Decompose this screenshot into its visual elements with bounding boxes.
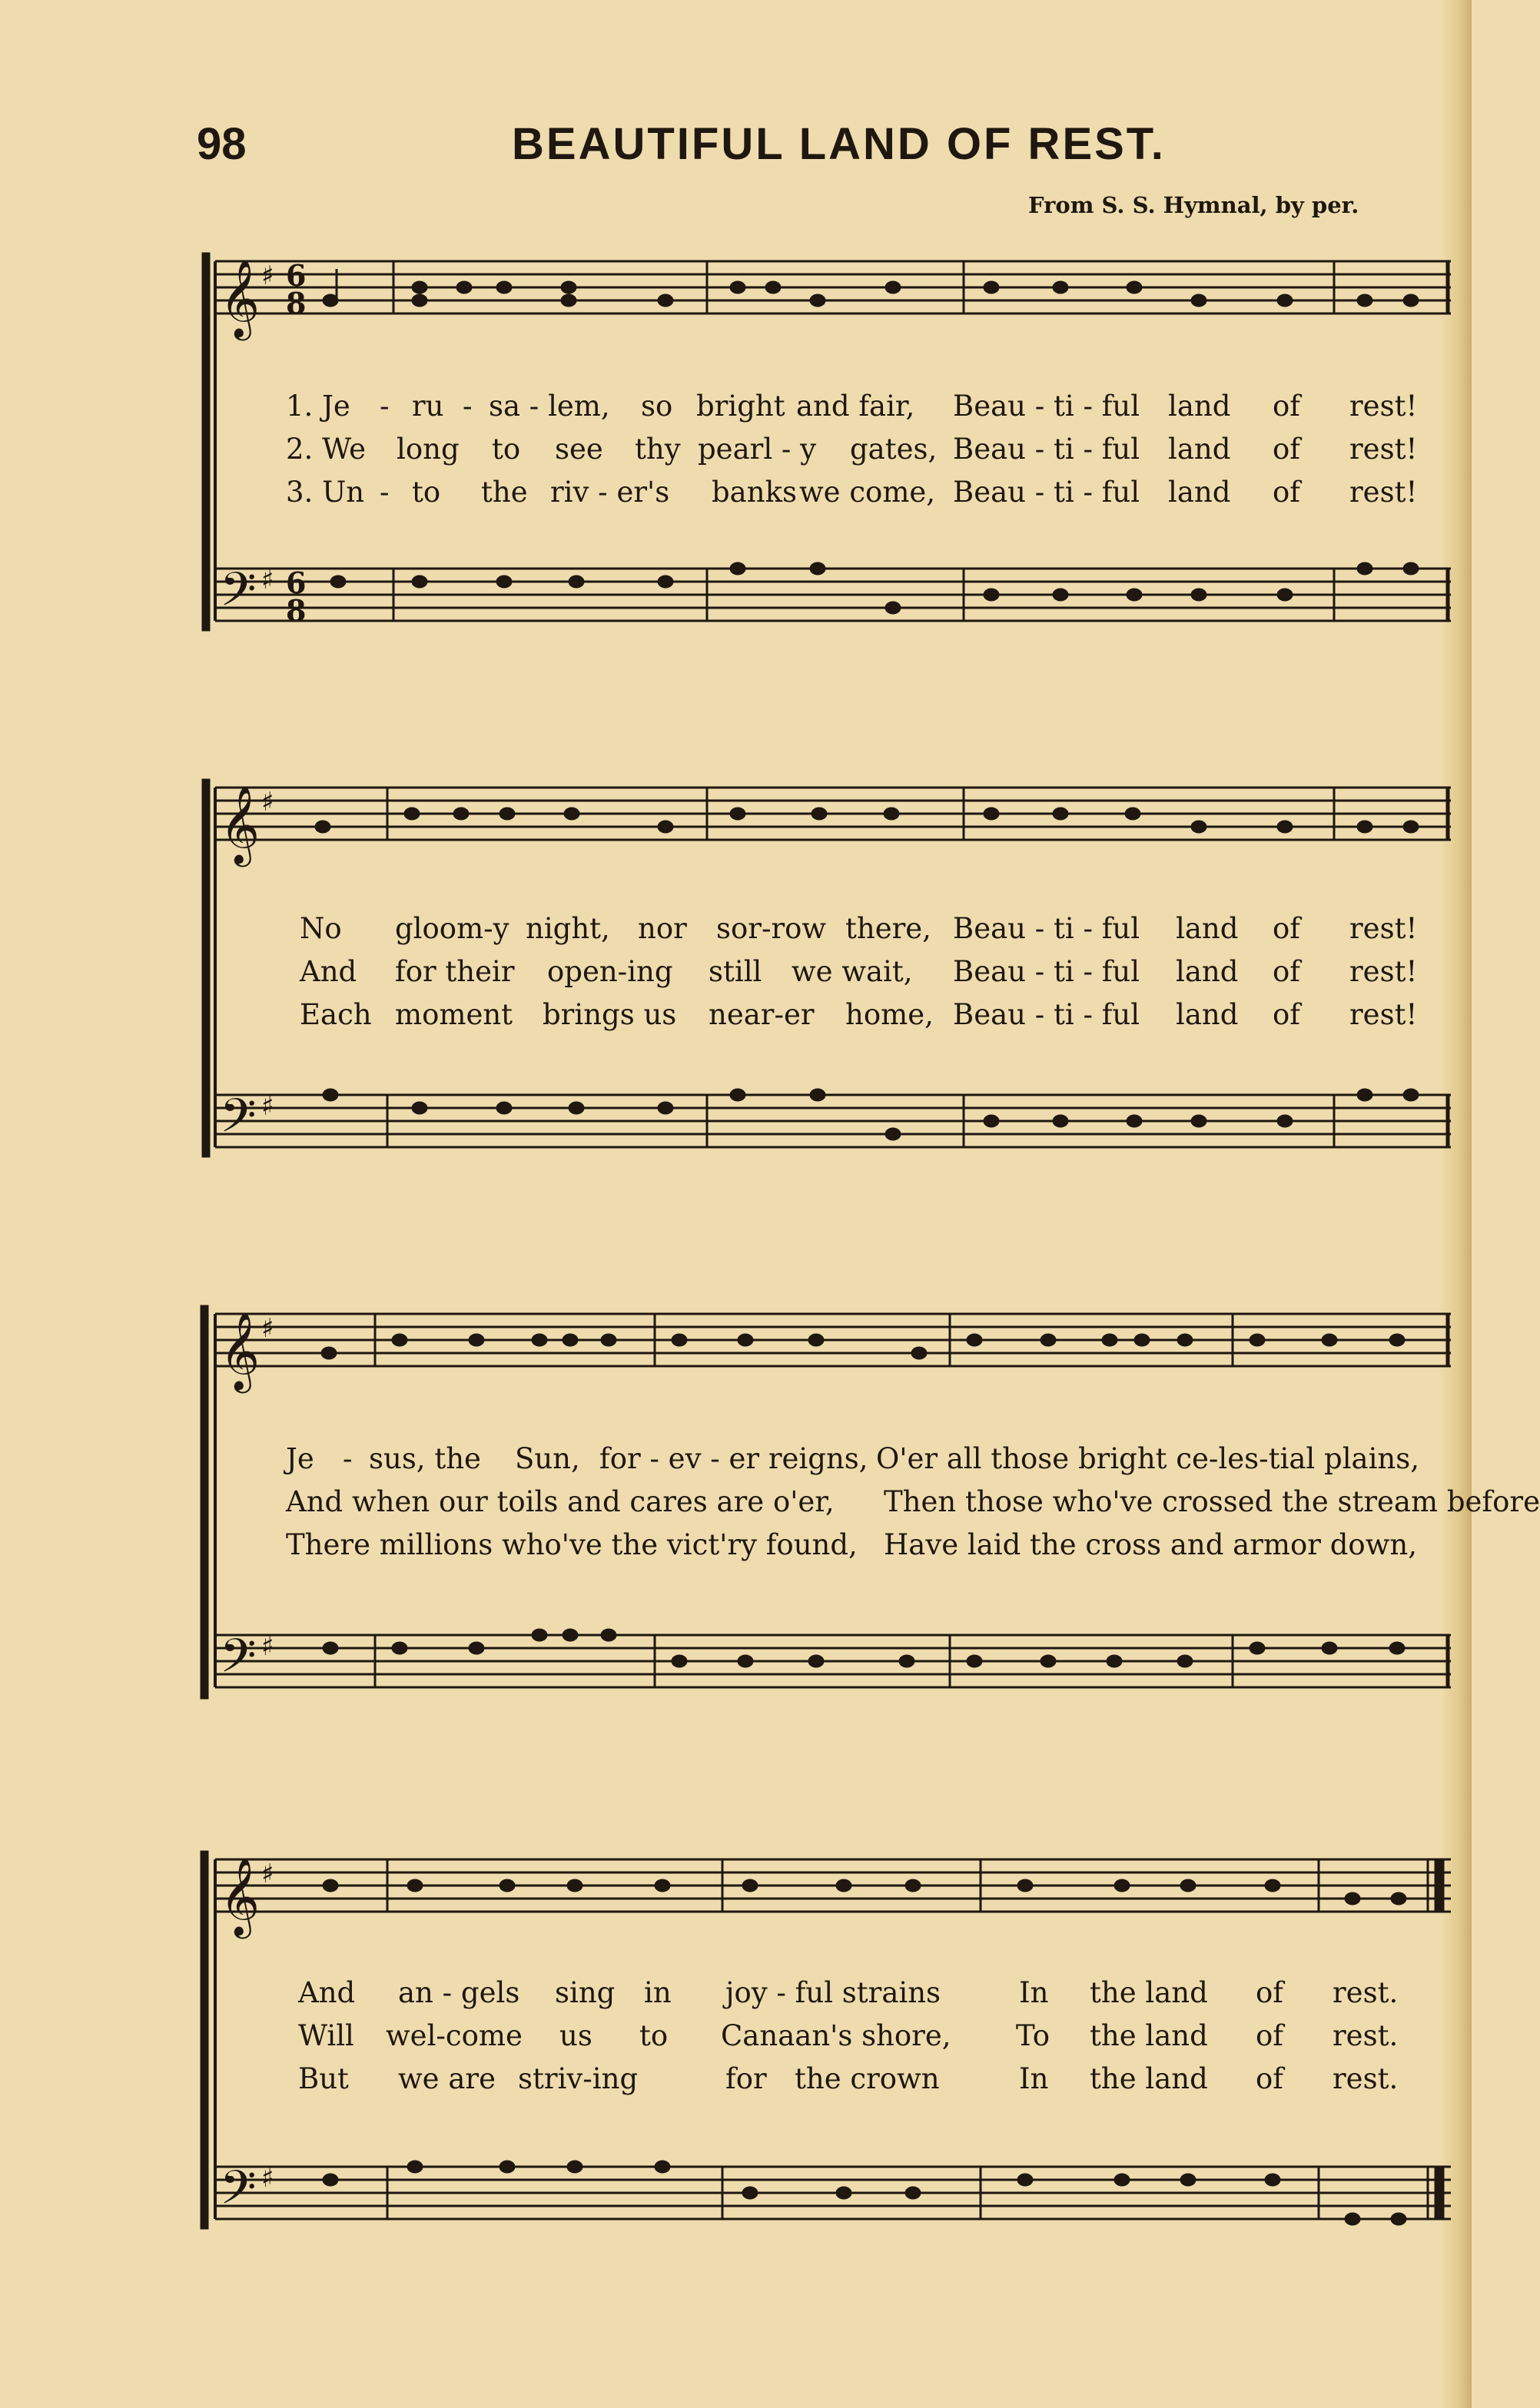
lyric-syllable: of — [1273, 433, 1300, 466]
treble-clef-icon: 𝄞 — [220, 784, 261, 864]
lyric-syllable: of — [1273, 955, 1300, 988]
lyric-syllable: brings us — [543, 998, 677, 1031]
source-credit: From S. S. Hymnal, by per. — [1028, 192, 1359, 218]
lyric-syllable: Beau - ti - ful — [953, 476, 1140, 509]
lyric-line — [0, 2061, 1472, 2098]
lyric-syllable: - — [463, 390, 473, 423]
lyric-line — [0, 910, 1472, 947]
treble-staff-lines — [215, 261, 1451, 313]
svg-text:8: 8 — [286, 593, 307, 628]
lyric-syllable: of — [1273, 998, 1300, 1031]
sharp-icon: ♯ — [261, 1313, 274, 1344]
lyric-line — [0, 954, 1472, 990]
lyric-syllable: long — [397, 433, 460, 466]
lyric-line — [0, 388, 1472, 425]
sharp-icon: ♯ — [261, 1091, 274, 1122]
lyric-syllable: Beau - ti - ful — [953, 912, 1140, 945]
lyric-syllable: still — [709, 955, 762, 988]
lyric-syllable: an - gels — [398, 1976, 520, 2009]
lyric-syllable: striv-ing — [518, 2062, 639, 2095]
lyric-syllable: rest! — [1349, 390, 1418, 423]
lyric-syllable: pearl - y — [698, 433, 817, 466]
hymn-title: BEAUTIFUL LAND OF REST. — [512, 119, 1166, 169]
lyric-syllable: to — [492, 433, 521, 466]
lyric-syllable: land — [1168, 390, 1231, 423]
lyric-syllable: Beau - ti - ful — [953, 433, 1140, 466]
lyric-syllable: 1. Je — [286, 390, 350, 423]
lyric-syllable: home, — [845, 998, 934, 1031]
lyric-line — [0, 431, 1472, 468]
bass-staff-lines — [215, 569, 1451, 621]
lyric-syllable: night, — [526, 912, 610, 945]
lyric-syllable: land — [1176, 998, 1239, 1031]
lyric-syllable: land — [1168, 433, 1231, 466]
page-number: 98 — [197, 119, 247, 169]
lyric-syllable: Beau - ti - ful — [953, 998, 1140, 1031]
lyric-line — [0, 2018, 1472, 2055]
lyric-syllable: In — [1019, 1976, 1049, 2009]
treble-clef-icon: 𝄞 — [220, 1856, 261, 1935]
lyric-syllable: the — [481, 476, 528, 509]
bass-clef-icon: 𝄢 — [220, 1629, 257, 1695]
lyric-syllable: for - ev - er reigns, — [599, 1442, 868, 1475]
lyric-line — [0, 1527, 1472, 1564]
lyric-syllable: wel-come — [386, 2019, 523, 2052]
lyric-syllable: banks — [712, 476, 797, 509]
lyric-syllable: thy — [635, 433, 681, 466]
lyric-syllable: And when our toils and cares are o'er, — [286, 1485, 835, 1518]
lyric-syllable: near-er — [709, 998, 815, 1031]
lyric-syllable: for their — [395, 955, 515, 988]
lyric-syllable: we come, — [799, 476, 936, 509]
svg-text:6: 6 — [286, 258, 307, 293]
lyric-syllable: Have laid the cross and armor down, — [884, 1528, 1417, 1561]
lyric-syllable: in — [644, 1976, 672, 2009]
sharp-icon: ♯ — [261, 787, 274, 818]
lyric-syllable: Beau - ti - ful — [953, 955, 1140, 988]
lyric-line — [0, 1441, 1472, 1478]
bass-clef-icon: 𝄢 — [220, 2161, 257, 2227]
lyric-syllable: - — [343, 1442, 353, 1475]
lyric-syllable: to — [412, 476, 441, 509]
lyric-syllable: so — [641, 390, 673, 423]
lyric-syllable: There millions who've the vict'ry found, — [286, 1528, 858, 1561]
lyric-syllable: Canaan's shore, — [721, 2019, 951, 2052]
lyric-syllable: To — [1016, 2019, 1050, 2052]
lyric-syllable: 3. Un — [286, 476, 365, 509]
lyric-syllable: - — [380, 390, 390, 423]
lyric-syllable: for — [725, 2062, 767, 2095]
lyric-syllable: And — [298, 1976, 356, 2009]
lyric-syllable: sor-row — [716, 912, 827, 945]
lyric-syllable: rest! — [1349, 476, 1418, 509]
lyric-syllable: and fair, — [796, 390, 915, 423]
svg-text:6: 6 — [286, 566, 307, 600]
lyric-syllable: land — [1168, 476, 1231, 509]
lyric-syllable: riv - er's — [550, 476, 670, 509]
bass-clef-icon: 𝄢 — [220, 1089, 257, 1155]
lyric-syllable: Then those who've crossed the stream before — [884, 1485, 1540, 1518]
lyric-syllable: the crown — [795, 2062, 940, 2095]
sharp-icon: ♯ — [261, 1859, 274, 1889]
lyric-syllable: of — [1273, 390, 1300, 423]
lyric-syllable: to — [639, 2019, 669, 2052]
lyric-syllable: joy - ful strains — [725, 1976, 941, 2009]
lyric-syllable: the land — [1090, 2062, 1208, 2095]
lyric-syllable: we wait, — [792, 955, 913, 988]
lyric-syllable: And — [300, 955, 357, 988]
lyric-syllable: gloom-y — [395, 912, 509, 945]
lyric-syllable: 2. We — [286, 433, 366, 466]
lyric-syllable: rest. — [1333, 2019, 1399, 2052]
lyric-syllable: rest! — [1349, 433, 1418, 466]
lyric-line — [0, 1975, 1472, 2012]
treble-clef-icon: 𝄞 — [220, 1311, 261, 1390]
lyric-syllable: of — [1256, 2062, 1283, 2095]
lyric-syllable: In — [1019, 2062, 1049, 2095]
lyric-syllable: rest. — [1333, 1976, 1399, 2009]
lyric-syllable: rest! — [1349, 912, 1418, 945]
lyric-syllable: Je — [286, 1442, 314, 1475]
lyric-syllable: But — [298, 2062, 349, 2095]
lyric-syllable: land — [1176, 955, 1239, 988]
sharp-icon: ♯ — [261, 260, 274, 291]
lyric-syllable: of — [1256, 1976, 1283, 2009]
lyric-syllable: No — [300, 912, 342, 945]
treble-clef-icon: 𝄞 — [220, 258, 261, 337]
lyric-syllable: Will — [298, 2019, 354, 2052]
lyric-syllable: rest! — [1349, 955, 1418, 988]
lyric-syllable: we are — [398, 2062, 496, 2095]
lyric-syllable: there, — [845, 912, 931, 945]
lyric-line — [0, 997, 1472, 1033]
lyric-syllable: Each — [300, 998, 372, 1031]
lyric-syllable: Beau - ti - ful — [953, 390, 1140, 423]
lyric-syllable: of — [1256, 2019, 1283, 2052]
lyric-syllable: open-ing — [547, 955, 673, 988]
page-header — [0, 108, 1472, 177]
lyric-syllable: sa - lem, — [489, 390, 610, 423]
lyric-syllable: rest. — [1333, 2062, 1399, 2095]
lyric-syllable: O'er all those bright ce-les-tial plains, — [876, 1442, 1419, 1475]
lyric-syllable: - — [380, 476, 390, 509]
lyric-syllable: us — [559, 2019, 592, 2052]
svg-text:8: 8 — [286, 286, 307, 320]
lyric-syllable: sus, the — [369, 1442, 481, 1475]
lyric-syllable: Sun, — [515, 1442, 580, 1475]
lyric-line — [0, 1484, 1540, 1521]
lyric-syllable: ru — [412, 390, 444, 423]
sharp-icon: ♯ — [261, 2163, 274, 2194]
lyric-syllable: sing — [555, 1976, 616, 2009]
lyric-syllable: gates, — [850, 433, 938, 466]
lyric-syllable: of — [1273, 476, 1300, 509]
lyric-syllable: bright — [696, 390, 785, 423]
sharp-icon: ♯ — [261, 565, 274, 595]
lyric-syllable: rest! — [1349, 998, 1418, 1031]
lyric-syllable: land — [1176, 912, 1239, 945]
lyric-syllable: the land — [1090, 1976, 1208, 2009]
lyric-syllable: moment — [395, 998, 513, 1031]
lyric-syllable: of — [1273, 912, 1300, 945]
lyric-syllable: see — [555, 433, 603, 466]
bass-clef-icon: 𝄢 — [220, 562, 257, 629]
lyric-line — [0, 474, 1472, 511]
sharp-icon: ♯ — [261, 1631, 274, 1662]
lyric-syllable: the land — [1090, 2019, 1208, 2052]
lyric-syllable: nor — [638, 912, 687, 945]
